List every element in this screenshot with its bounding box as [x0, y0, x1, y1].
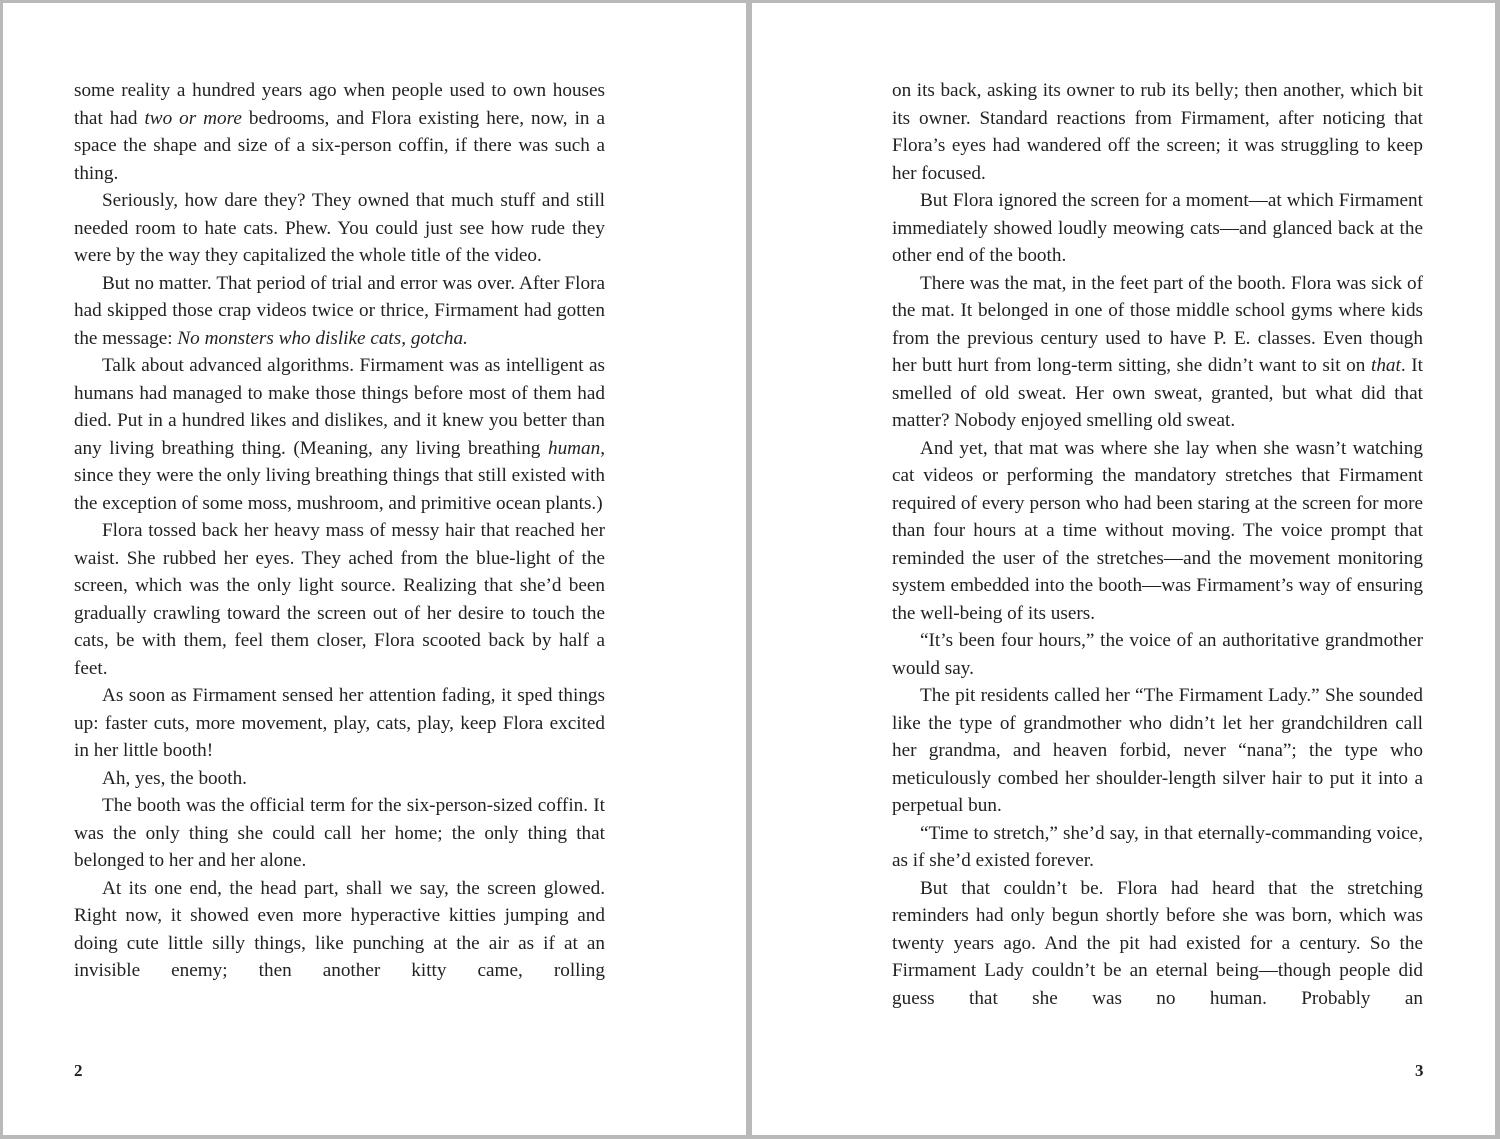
- paragraph: The booth was the official term for the six-person-sized coffin. It was the only thing she could call her home; the only thing that belonged to her and her alone.: [74, 795, 605, 871]
- paragraph: But that couldn’t be. Flora had heard that the stretching reminders had only begun shortly before she was born, which was twenty years ago. And the pit had existed for a century. So the Firmament Lady couldn’t be an eternal being—though people did guess that she was no human. Probably an: [892, 877, 1423, 1009]
- paragraph: There was the mat, in the feet part of the booth. Flora was sick of the mat. It belonged in one of those middle school gyms where kids from the previous century used to have P. E. classes. Even though her butt hurt from long-term sitting, she didn’t want to sit on that. It smelled of old sweat. Her own sweat, granted, but what did that matter? Nobody enjoyed smelling old sweat.: [892, 272, 1423, 431]
- paragraph: Talk about advanced algorithms. Firmament was as intelligent as humans had managed to make those things before most of them had died. Put in a hundred likes and dislikes, and it knew you better than any living breathing thing. (Meaning, any living breathing human, since they were the only living breathing things that still existed with the exception of some moss, mushroom, and primitive ocean plants.): [74, 355, 605, 514]
- left-page: [3, 3, 746, 1135]
- paragraph: “It’s been four hours,” the voice of an authoritative grandmother would say.: [892, 630, 1423, 679]
- page-number-right: 3: [1415, 1061, 1424, 1080]
- right-page: [752, 3, 1495, 1135]
- paragraph: Seriously, how dare they? They owned that much stuff and still needed room to hate cats. Phew. You could just see how rude they were by the way they capitalized the whole title of the video.: [74, 190, 605, 266]
- paragraph: Flora tossed back her heavy mass of messy hair that reached her waist. She rubbed her eyes. They ached from the blue-light of the screen, which was the only light source. Realizing that she’d been gradually crawling toward the screen out of her desire to touch the cats, be with them, feel them closer, Flora scooted back by half a feet.: [74, 520, 605, 679]
- paragraph: on its back, asking its owner to rub its belly; then another, which bit its owner. Standard reactions from Firmament, after noticing that Flora’s eyes had wandered off the screen; it was struggling to keep her focused.: [892, 80, 1423, 184]
- page-number-left: 2: [74, 1061, 83, 1080]
- paragraph: At its one end, the head part, shall we say, the screen glowed. Right now, it showed even more hyperactive kitties jumping and doing cute little silly things, like punching at the air as if at an invisible enemy; then another kitty came, rolling: [74, 877, 605, 981]
- italic-text: two or more: [144, 107, 242, 129]
- italic-text: No monsters who dislike cats, gotcha.: [177, 327, 468, 349]
- paragraph: some reality a hundred years ago when people used to own houses that had two or more bedrooms, and Flora existing here, now, in a space the shape and size of a six-person coffin, if there was such a thing.: [74, 80, 605, 184]
- paragraph: “Time to stretch,” she’d say, in that eternally-commanding voice, as if she’d existed forever.: [892, 822, 1423, 871]
- paragraph: The pit residents called her “The Firmament Lady.” She sounded like the type of grandmother who didn’t let her grandchildren call her grandma, and heaven forbid, never “nana”; the type who meticulously combed her shoulder-length silver hair to put it into a perpetual bun.: [892, 685, 1423, 816]
- right-page-text: [892, 77, 1423, 1012]
- left-page-text: [74, 77, 605, 985]
- italic-text: human: [547, 437, 601, 459]
- paragraph: Ah, yes, the booth.: [102, 767, 247, 789]
- paragraph: And yet, that mat was where she lay when she wasn’t watching cat videos or performing the mandatory stretches that Firmament required of every person who had been staring at the screen for more than four hours at a time without moving. The voice prompt that reminded the user of the stretches—and the movement monitoring system embedded into the booth—was Firmament’s way of ensuring the well-being of its users.: [892, 437, 1423, 624]
- paragraph: As soon as Firmament sensed her attention fading, it sped things up: faster cuts, more movement, play, cats, play, keep Flora excited in her little booth!: [74, 685, 605, 761]
- paragraph: But Flora ignored the screen for a moment—at which Firmament immediately showed loudly meowing cats—and glanced back at the other end of the booth.: [892, 190, 1423, 266]
- italic-text: that: [1370, 355, 1401, 376]
- paragraph: But no matter. That period of trial and error was over. After Flora had skipped those crap videos twice or thrice, Firmament had gotten the message: No monsters who dislike cats, gotcha.: [74, 272, 605, 349]
